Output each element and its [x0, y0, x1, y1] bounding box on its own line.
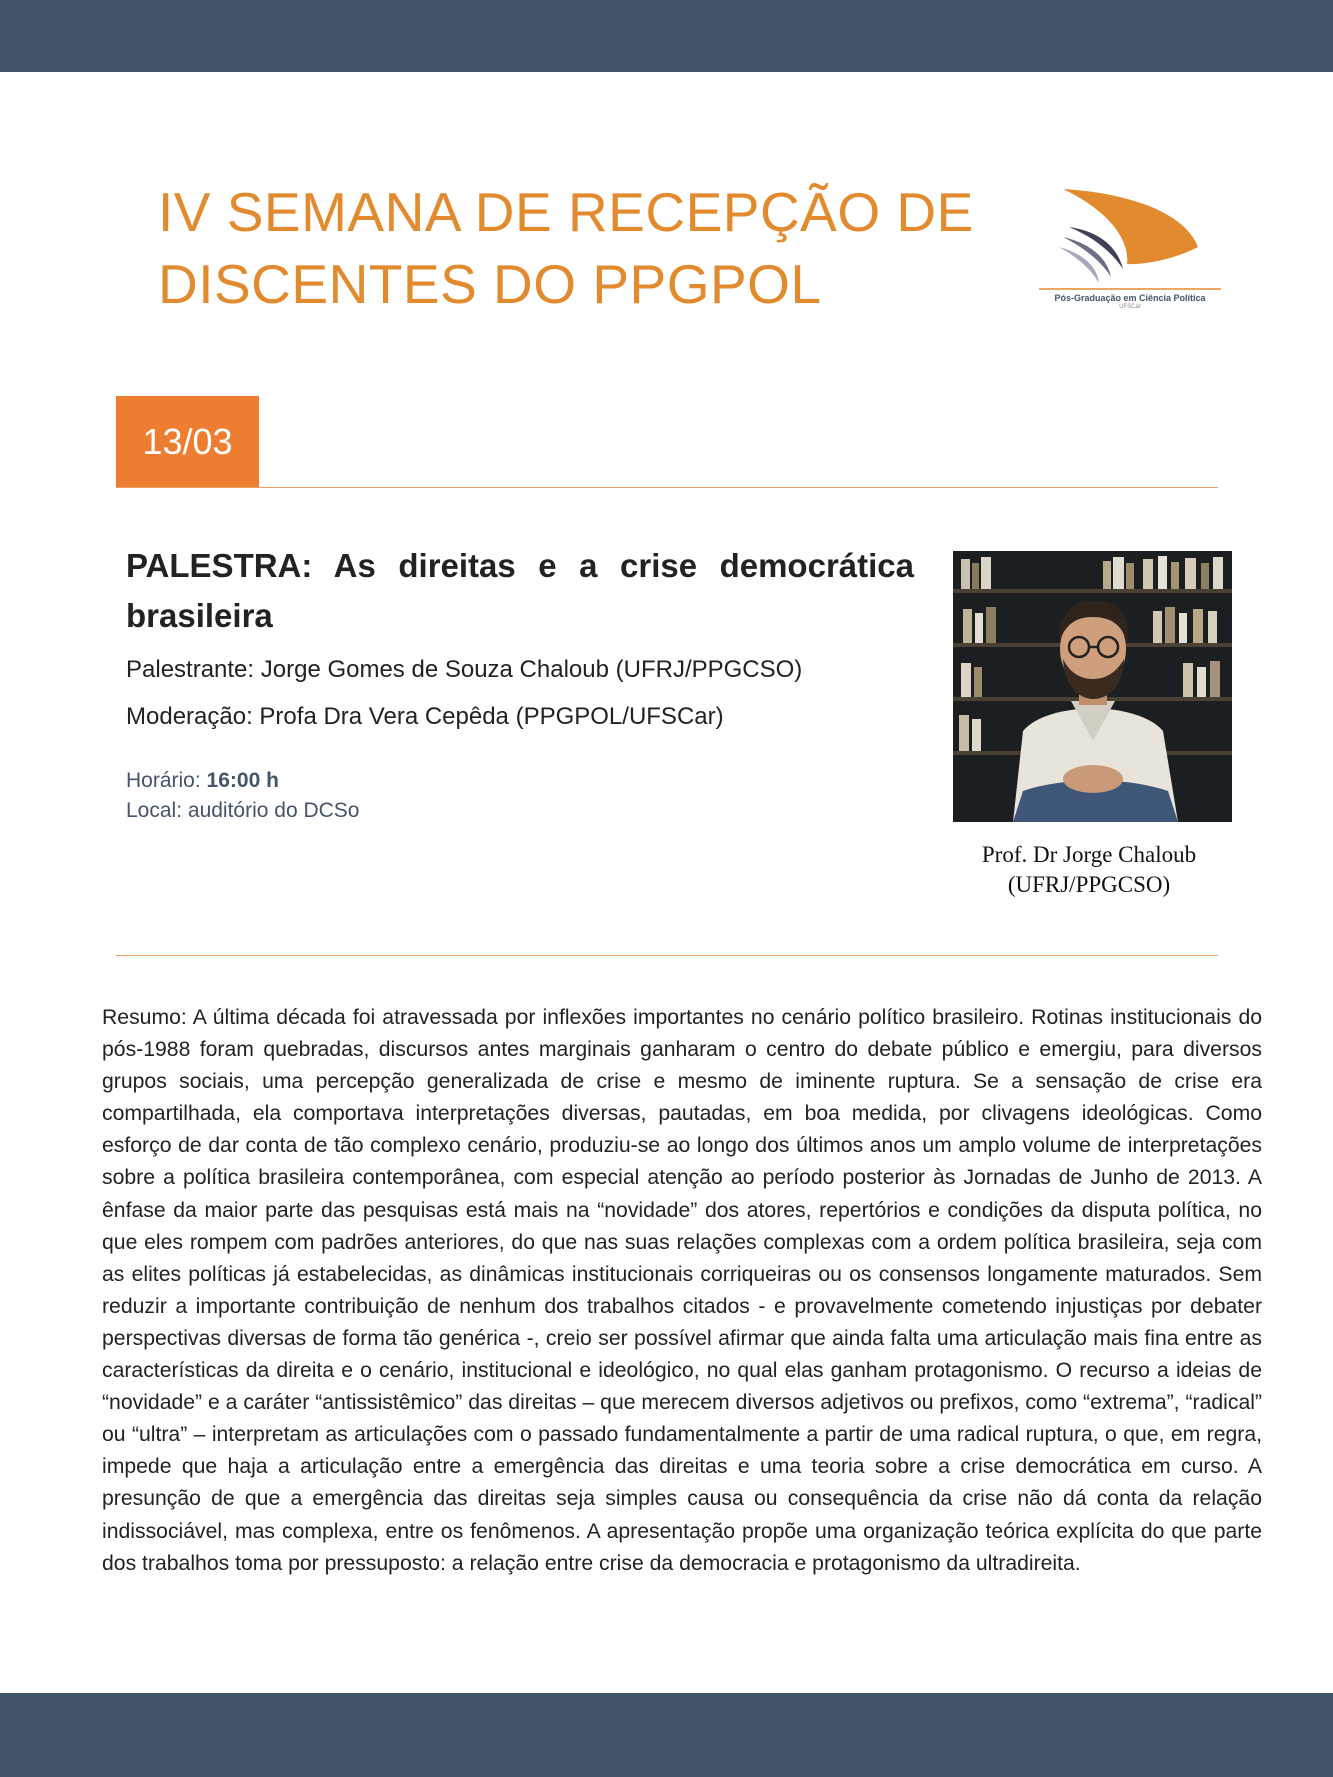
logo-subcaption: UFSCar	[1119, 304, 1141, 310]
speaker-label: Palestrante:	[126, 656, 255, 683]
divider-top	[116, 487, 1218, 488]
event-title-line-2: DISCENTES DO PPGPOL	[158, 253, 822, 315]
abstract	[102, 1002, 1262, 1580]
time-label: Horário:	[126, 769, 201, 792]
footer-band	[0, 1693, 1333, 1777]
logo-caption: Pós-Graduação em Ciência Política	[1054, 293, 1206, 303]
speaker-line	[126, 656, 802, 684]
divider-bottom	[116, 955, 1218, 956]
moderator-label: Moderação:	[126, 703, 253, 730]
place-line	[126, 799, 360, 823]
place-value: auditório do DCSo	[187, 799, 360, 822]
speaker-photo	[953, 551, 1232, 822]
abstract-text: A última década foi atravessada por inflexões importantes no cenário político brasileiro. Rotinas institucionais do pós-1988 foram quebradas, discursos antes marginais ganharam o centro do debate público e emergiu, para diversos grupos sociais, uma percepção generalizada de crise e mesmo de iminente ruptura. Se a sensação de crise era compartilhada, ela comportava interpretações diversas, pautadas, em boa medida, por clivagens ideológicas. Como esforço de dar conta de tão complexo cenário, produziu-se ao longo dos últimos anos um amplo volume de interpretações sobre a política brasileira contemporânea, com especial atenção ao período posterior às Jornadas de Junho de 2013. A ênfase da maior parte das pesquisas está mais na “novidade” dos atores, repertórios e condições da disputa política, no que eles rompem com padrões anteriores, do que nas suas relações complexas com a ordem política brasileira, seja com as elites políticas já estabelecidas, as dinâmicas institucionais corriqueiras ou os consensos longamente maturados. Sem reduzir a importante contribuição de nenhum dos trabalhos citados - e provavelmente cometendo injustiças por debater perspectivas diversas de forma tão genérica -, creio ser possível afirmar que ainda falta uma articulação mais fina entre as características da direita e o cenário, institucional e ideológico, no qual elas ganham protagonismo. O recurso a ideias de “novidade” e a caráter “antissistêmico” das direitas – que merecem diversos adjetivos ou prefixos, como “extrema”, “radical” ou “ultra” – interpretam as articulações com o passado fundamentalmente a partir de uma radical ruptura, o que, em regra, impede que haja a articulação entre a emergência das direitas e uma teoria sobre a crise democrática em curso. A presunção de que a emergência das direitas seja simples causa ou consequência da crise não dá conta da relação indissociável, mas complexa, entre os fenômenos. A apresentação propõe uma organização teórica explícita do que parte dos trabalhos toma por pressuposto: a relação entre crise da democracia e protagonismo da ultradireita.	[102, 1006, 1263, 1575]
moderator-line	[126, 703, 724, 731]
date-badge: 13/03	[116, 396, 259, 488]
time-value: 16:00 h	[206, 769, 279, 792]
abstract-label: Resumo:	[102, 1006, 187, 1029]
time-line	[126, 769, 279, 793]
moderator-name: Profa Dra Vera Cepêda (PPGPOL/UFSCar)	[259, 703, 724, 730]
ppgpol-logo-icon	[1035, 185, 1225, 305]
speaker-name: Jorge Gomes de Souza Chaloub (UFRJ/PPGCSO)	[260, 656, 803, 683]
place-label: Local:	[126, 799, 183, 822]
event-title	[158, 176, 978, 320]
photo-caption-line-2: (UFRJ/PPGCSO)	[1007, 872, 1171, 897]
event-title-line-1: IV SEMANA DE RECEPÇÃO DE	[158, 181, 974, 243]
header-band	[0, 0, 1333, 72]
photo-caption	[953, 840, 1225, 900]
speaker-portrait-icon	[953, 551, 1232, 822]
photo-caption-line-1: Prof. Dr Jorge Chaloub	[981, 842, 1197, 867]
talk-title: PALESTRA: As direitas e a crise democrática brasileira	[126, 547, 914, 634]
